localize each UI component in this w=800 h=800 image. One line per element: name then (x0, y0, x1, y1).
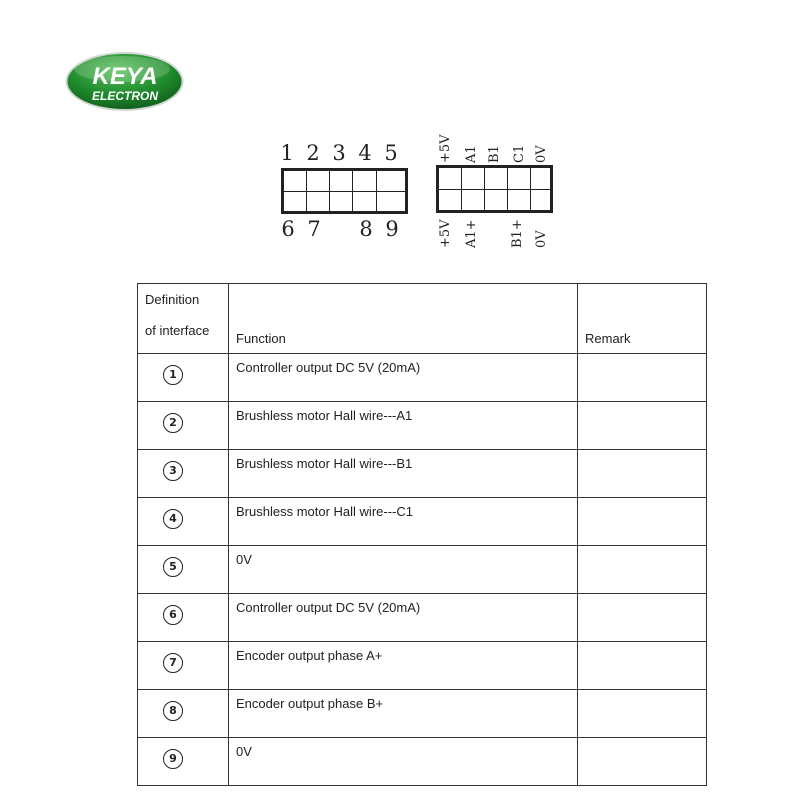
pin-circle-badge: 8 (163, 701, 183, 721)
pin-circle-badge: 2 (163, 413, 183, 433)
remark-cell (578, 738, 707, 786)
function-cell: 0V (229, 738, 578, 786)
function-cell: Brushless motor Hall wire---B1 (229, 450, 578, 498)
function-cell: 0V (229, 546, 578, 594)
signal-label-bottom-5v: +5V (438, 219, 453, 248)
header-definition (138, 284, 229, 354)
logo-text-keya: KEYA (92, 63, 158, 90)
pin-circle-badge: 1 (163, 365, 183, 385)
table-row (138, 546, 707, 594)
pin-circle-badge: 5 (163, 557, 183, 577)
right-connector-grid (436, 165, 553, 213)
table-row (138, 354, 707, 402)
remark-cell (578, 594, 707, 642)
table-row (138, 690, 707, 738)
pin-number-3: 3 (332, 141, 346, 165)
pin-circle-badge: 7 (163, 653, 183, 673)
pin-number-8: 8 (359, 217, 373, 241)
function-cell: Controller output DC 5V (20mA) (229, 594, 578, 642)
keya-electron-logo (64, 51, 185, 112)
signal-label-bottom-0v: 0V (534, 230, 549, 248)
remark-cell (578, 690, 707, 738)
signal-label-top-5v: +5V (438, 134, 453, 163)
table-row (138, 738, 707, 786)
remark-cell (578, 642, 707, 690)
pin-number-4: 4 (358, 141, 372, 165)
interface-definition-table (137, 283, 707, 786)
header-function: Function (229, 284, 578, 354)
signal-label-top-a1: A1 (464, 145, 479, 163)
function-cell: Brushless motor Hall wire---A1 (229, 402, 578, 450)
signal-label-bottom-a1-plus: A1+ (464, 219, 479, 248)
header-remark: Remark (578, 284, 707, 354)
remark-cell (578, 402, 707, 450)
table-row (138, 594, 707, 642)
remark-cell (578, 354, 707, 402)
pin-number-9: 9 (385, 217, 399, 241)
function-cell: Encoder output phase B+ (229, 690, 578, 738)
pin-circle-badge: 4 (163, 509, 183, 529)
logo-text-electron: ELECTRON (92, 89, 158, 103)
table-row (138, 498, 707, 546)
pin-number-1: 1 (280, 141, 294, 165)
pin-number-7: 7 (307, 217, 321, 241)
table-row (138, 642, 707, 690)
table-header-row (138, 284, 707, 354)
left-connector-grid (281, 168, 408, 214)
signal-label-bottom-b1-plus: B1+ (510, 219, 525, 248)
signal-label-top-0v: 0V (534, 145, 549, 163)
signal-label-top-c1: C1 (512, 144, 527, 163)
signal-label-top-b1: B1 (487, 145, 502, 163)
table-row (138, 450, 707, 498)
header-definition-text: Definition of interface (145, 292, 210, 338)
function-cell: Controller output DC 5V (20mA) (229, 354, 578, 402)
remark-cell (578, 546, 707, 594)
pin-number-2: 2 (306, 141, 320, 165)
connector-pinout-diagram (270, 130, 570, 250)
pin-circle-badge: 9 (163, 749, 183, 769)
pin-number-5: 5 (384, 141, 398, 165)
function-cell: Brushless motor Hall wire---C1 (229, 498, 578, 546)
pin-number-6: 6 (281, 217, 295, 241)
pin-circle-badge: 3 (163, 461, 183, 481)
pin-circle-badge: 6 (163, 605, 183, 625)
function-cell: Encoder output phase A+ (229, 642, 578, 690)
remark-cell (578, 450, 707, 498)
remark-cell (578, 498, 707, 546)
table-row (138, 402, 707, 450)
